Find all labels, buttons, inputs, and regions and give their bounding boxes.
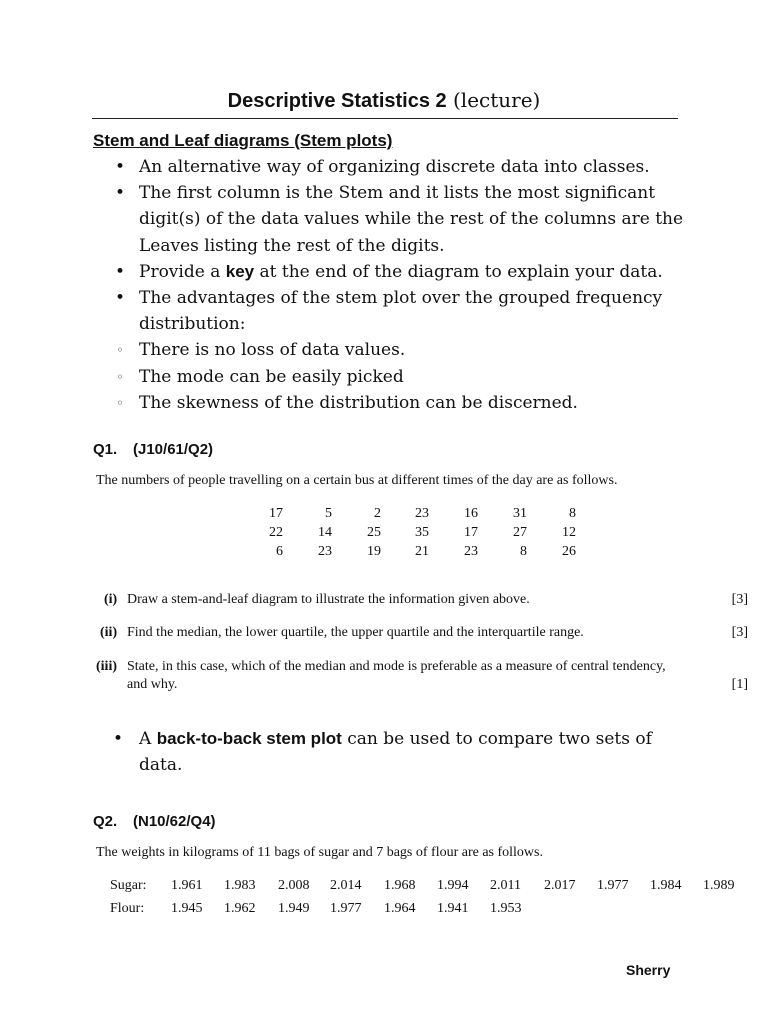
bullet-marker: •: [114, 261, 126, 282]
bullet-marker: •: [114, 183, 126, 204]
question-reference: (N10/62/Q4): [133, 813, 216, 830]
flour-value: 1.945: [171, 901, 203, 916]
data-cell: 26: [562, 544, 576, 559]
data-cell: 23: [415, 506, 429, 521]
data-cell: 8: [520, 544, 527, 559]
sub-bullet-text: There is no loss of data values.: [139, 340, 406, 361]
data-cell: 21: [415, 544, 429, 559]
sugar-value: 1.983: [224, 878, 256, 893]
data-cell: 5: [325, 506, 332, 521]
flour-value: 1.941: [437, 901, 469, 916]
sugar-value: 2.008: [278, 878, 310, 893]
data-cell: 14: [318, 525, 332, 540]
data-cell: 6: [276, 544, 283, 559]
bullet-item: [113, 180, 693, 259]
data-cell: 2: [374, 506, 381, 521]
sugar-value: 1.968: [384, 878, 416, 893]
part-text: Draw a stem-and-leaf diagram to illustrate the information given above.: [127, 592, 530, 607]
author-signature: Sherry: [626, 962, 671, 978]
question-1-part-ii: [100, 625, 748, 643]
page-title: [0, 88, 768, 113]
question-number: Q1.: [93, 441, 118, 458]
data-cell: 17: [269, 506, 283, 521]
data-cell: 23: [318, 544, 332, 559]
back-to-back-bullet: [113, 726, 693, 778]
data-cell: 12: [562, 525, 576, 540]
flour-value: 1.977: [330, 901, 362, 916]
bullet-item: [113, 259, 693, 285]
part-text: Find the median, the lower quartile, the upper quartile and the interquartile range.: [127, 625, 584, 640]
sub-bullet-marker: ◦: [116, 369, 124, 384]
part-text-line-1: State, in this case, which of the median and mode is preferable as a measure of central tendency,: [127, 659, 666, 674]
sugar-value: 2.017: [544, 878, 576, 893]
bullet-marker: •: [114, 157, 126, 177]
data-cell: 16: [464, 506, 478, 521]
sugar-value: 1.989: [703, 878, 735, 893]
section-heading: Stem and Leaf diagrams (Stem plots): [93, 131, 393, 150]
key-term: key: [225, 261, 255, 281]
bullet-text-before: Provide a: [139, 261, 226, 282]
sub-bullet-item: [113, 390, 693, 416]
sub-bullet-item: [113, 364, 693, 390]
question-reference: (J10/61/Q2): [133, 441, 214, 458]
part-marks: [3]: [731, 592, 748, 607]
data-cell: 35: [415, 525, 429, 540]
sugar-value: 1.994: [437, 878, 469, 893]
part-label: (i): [104, 592, 118, 607]
part-text-line-2: and why.: [127, 677, 178, 692]
data-cell: 19: [367, 544, 381, 559]
sugar-value: 1.961: [171, 878, 203, 893]
bullet-text: An alternative way of organizing discrete data into classes.: [139, 157, 650, 177]
bullet-text: The first column is the Stem and it lists the most significant digit(s) of the data values while the rest of the columns are the Leaves listing the rest of the digits.: [139, 183, 684, 256]
part-marks: [3]: [731, 625, 748, 640]
sub-bullet-item: [113, 337, 693, 363]
flour-value: 1.949: [278, 901, 310, 916]
flour-value: 1.962: [224, 901, 256, 916]
sub-bullet-marker: ◦: [116, 343, 124, 358]
bullet-text-before: A: [139, 729, 157, 749]
part-label: (iii): [96, 659, 117, 674]
data-cell: 27: [513, 525, 527, 540]
bullet-text-after: at the end of the diagram to explain your data.: [254, 261, 663, 282]
flour-value: 1.964: [384, 901, 416, 916]
sub-bullet-text: The skewness of the distribution can be discerned.: [139, 392, 578, 413]
question-1-part-i: [100, 592, 748, 610]
sugar-value: 2.014: [330, 878, 362, 893]
flour-label: Flour:: [110, 901, 145, 916]
sub-bullet-marker: ◦: [116, 395, 124, 410]
data-cell: 25: [367, 525, 381, 540]
bullet-item: [113, 285, 693, 337]
bullet-marker: •: [114, 288, 126, 309]
page-title-suffix: (lecture): [453, 88, 541, 112]
data-cell: 8: [569, 506, 576, 521]
bullet-text-after: can be used to compare two sets of data.: [139, 729, 652, 775]
bullet-item: [113, 154, 693, 180]
flour-value: 1.953: [490, 901, 522, 916]
sugar-label: Sugar:: [110, 878, 147, 893]
part-label: (ii): [100, 625, 118, 640]
data-cell: 23: [464, 544, 478, 559]
bullet-text: The advantages of the stem plot over the grouped frequency distribution:: [139, 288, 663, 335]
sub-bullet-text: The mode can be easily picked: [139, 366, 404, 387]
sugar-value: 1.984: [650, 878, 682, 893]
sugar-value: 2.011: [490, 878, 521, 893]
bullet-marker: •: [113, 729, 124, 749]
part-marks: [1]: [731, 677, 748, 692]
question-number: Q2.: [93, 813, 118, 830]
sugar-value: 1.977: [597, 878, 629, 893]
question-2-heading: [93, 813, 216, 830]
data-cell: 17: [464, 525, 478, 540]
question-2-intro: The weights in kilograms of 11 bags of sugar and 7 bags of flour are as follows.: [96, 845, 543, 860]
data-cell: 22: [269, 525, 283, 540]
title-underline: [92, 118, 678, 119]
page-title-main: Descriptive Statistics 2: [227, 90, 447, 112]
key-term: back-to-back stem plot: [156, 729, 342, 748]
question-1-heading: [93, 441, 213, 458]
question-1-part-iii: [96, 659, 748, 695]
data-cell: 31: [513, 506, 527, 521]
bullet-list: [113, 154, 693, 416]
question-1-intro: The numbers of people travelling on a certain bus at different times of the day are as follows.: [96, 473, 618, 488]
